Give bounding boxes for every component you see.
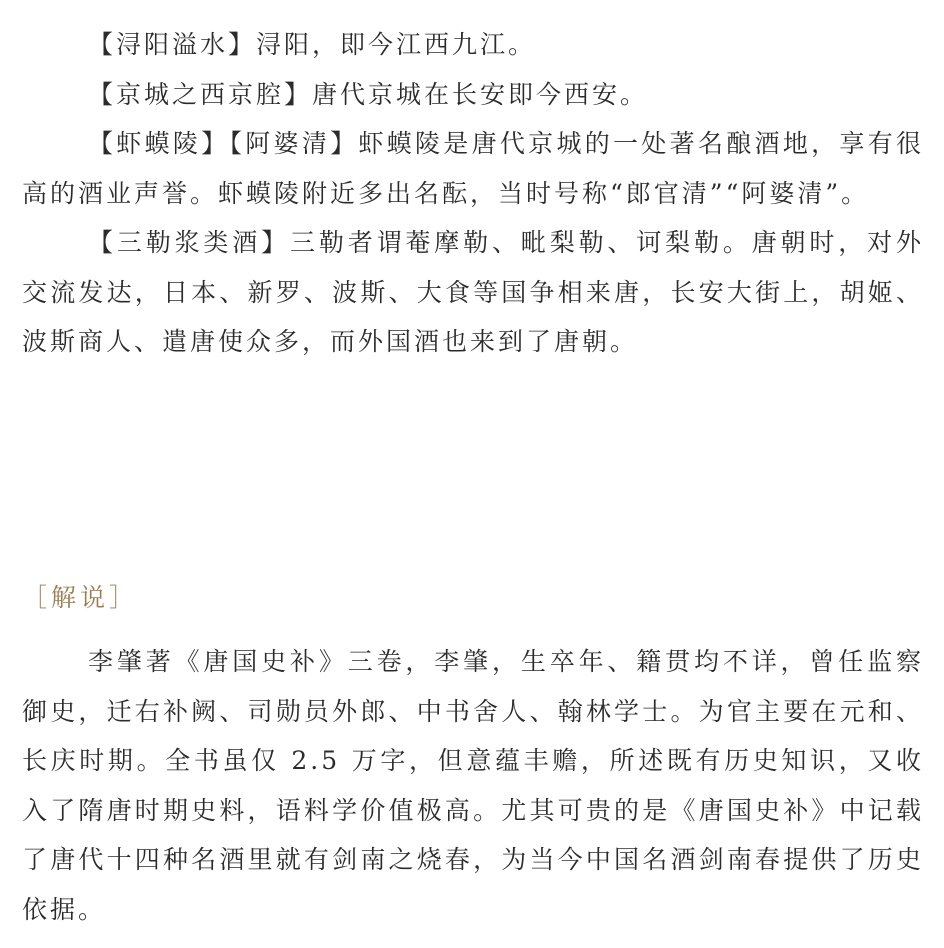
section-label-commentary: ［解说］ (22, 583, 139, 612)
note-jingcheng: 【京城之西京腔】唐代京城在长安即今西安。 (88, 79, 649, 109)
commentary-paragraph: 李肇著《唐国史补》三卷，李肇，生卒年、籍贯均不详，曾任监察御史，迁右补阙、司勋员外郎、中书舍人、翰林学士。为官主要在元和、长庆时期。全书虽仅 2.5 万字，但意蕴丰赡，所述既有历史知识，又收入了隋唐时期史料，语料学价值极高。尤其可贵的是《唐国史补》中记载了唐代十四种名酒里就有剑南之烧春，为当今中国名酒剑南春提供了历史依据。 (22, 647, 924, 924)
annotation-notes (22, 20, 924, 367)
note-xiamaling: 【虾蟆陵】【阿婆清】虾蟆陵是唐代京城的一处著名酿酒地，享有很高的酒业声誉。虾蟆陵附近多出名酝，当时号称“郎官清”“阿婆清”。 (22, 129, 924, 208)
note-sanlejiang: 【三勒浆类酒】三勒者谓菴摩勒、毗梨勒、诃梨勒。唐朝时，对外交流发达，日本、新罗、波斯、大食等国争相来唐，长安大街上，胡姬、波斯商人、遣唐使众多，而外国酒也来到了唐朝。 (22, 228, 924, 356)
commentary-body (22, 637, 924, 934)
note-xunyang: 【浔阳溢水】浔阳，即今江西九江。 (88, 30, 537, 59)
